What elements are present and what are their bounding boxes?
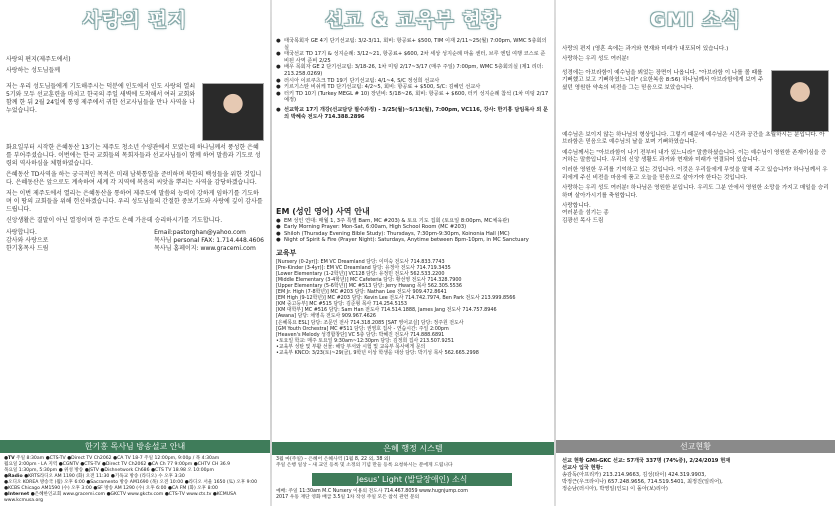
edu-item-7: [EM High (9-12학년)] MC #203 담당: Kevin Lee 전도사 714.742.7974, Ben Park 전도사 213.999.8566	[276, 295, 516, 302]
sign-line-1: 사랑합니다.	[6, 229, 37, 236]
edu-item-16: •교육부 KNCO: 3/23(토)~29(금), 9학년 이상 학생을 대상 담당: 박기성 목사 562.665.2998	[276, 350, 479, 357]
mission-status-line-3: 송감독(아프리카) 213.214.9663, 김성(타이) 424.319.9903,	[562, 472, 707, 478]
banner-mission-education: 선교 & 교육부 현황	[325, 8, 501, 31]
email-link[interactable]: Email:pastorghan@yahoo.com	[154, 229, 246, 236]
edu-item-9: [KM 대학부] MC #516 담당: Sam Han 전도사 714.514.1888, James Jang 전도사 714.757.8946	[276, 307, 497, 314]
radio-line-2: ●오디오 KOREA 방송국 (월) 오후 6:00 ●Sacramento 방송 AM1690 (목) 오전 10:00 ●라디오 서울 1650 (토) 오후 9:00	[4, 480, 257, 485]
edu-item-2: [Pre-Kinder (3-4yr)]: EM VC Dreamland 담당: 유정아 전도사 714.719.3435	[276, 264, 451, 271]
mission-status-line-5: 정순남(러시아), 박영일(인도) 이 돌아(보)리아)	[562, 486, 668, 492]
mission-status-line-1: 선교 현황 GMI-GKC 선교: 57개국 337명 (74%증), 2/24/2019 현재	[562, 458, 731, 464]
tv-line-2: 월요일 2:00pm - LA 지역 ●CGNTV ●CTS-TV ●Direct TV Ch2062 ●CA Ch 77 9:00pm ●CHTV CH 36.9	[4, 462, 231, 467]
banner-love-letter: 사랑의 편지	[0, 0, 270, 36]
broadcast-info	[4, 456, 266, 504]
gmi-paragraph-3: 예수님께서는 "아브라함이 나기 전부터 내가 있느니라" 말씀하셨습니다. 이는 예수님이 영원한 존재이심을 증거하는 말씀입니다. 우리의 신앙 생활도 과거와 현재와 미래가 연결되어 있습니다.	[562, 149, 827, 164]
mission-status-bar: 선교현황	[556, 440, 835, 453]
jesus-light-line-2: 2017 우동 재단 영화 배급 3.5일 1차 작성 주일 모든 참석 관련 문의	[276, 495, 420, 500]
edu-item-14: •토요일 학교: 매주 토요일 9:30am~12:30pm 담당: 김정희 집사 213.507.9251	[276, 337, 454, 344]
edu-item-11: [은혜목요 ESL] 담당: 조문인 전사 714.318.2085 [SAT 영어교실] 담당: 정주원 전도사	[276, 319, 464, 326]
mission-status-info	[562, 458, 829, 493]
gmi-letter-title: 사랑의 편지 (영혼 속에는 과거와 현재와 미래가 내포되어 있습니다.)	[562, 46, 729, 52]
em-item-4: Night of Spirit & Fire (Prayer Night): Saturdays, Anytime between 8pm-10pm, in MC Sanctuary	[284, 237, 529, 244]
sign-line-2: 감사와 사랑으로	[6, 237, 49, 244]
em-item-2: Early Morning Prayer: Mon-Sat, 6:00am, High School Room (MC #203)	[284, 224, 467, 231]
gmi-body	[556, 36, 835, 225]
jesus-light-bar: Jesus' Light (발달장애인) 소식	[312, 473, 512, 486]
gmi-paragraph-5: 사랑하는 우리 성도 여러분! 하나님은 영원한 분입니다. 우리도 그분 안에서 영원한 소망을 가지고 매일을 승리하며 살아가시기를 축원합니다.	[562, 185, 829, 199]
mission-item-5: 키르기스탄 비쉬케 TD 단기선교팀: 4/2~5, 회비: 항공료 + $500, S/C: 김혜인 선교사	[284, 84, 481, 91]
internet-line: ●은혜한인교회 www.gracemi.com ●GKCTV www.gkctv.com ●CTS-TV www.cts.tv ●KCMUSA www.kcmusa.org	[4, 492, 237, 503]
mission-item-2: 태국선교 TD 17기 & 성지순례: 3/12~21, 항공료+ $600, 2차 세상 성지순례 마을 센터, 브루 엔텀 여행 코스로 준비된 사역 준비 2/25	[284, 51, 546, 64]
gmi-paragraph-1: 성경에는 아브라함이 예수님을 뵈었는 장면이 나옵니다. "아브라함 이 나를 볼 때를 기뻐했고 보고 기뻐하였느니라" (요한복음 8:56) 하나님께서 아브라함에게 보여 주셨던 영원한 약속의 비전을 그는 믿음으로 보았습니다.	[562, 69, 764, 91]
mission-item-1: 태국목회자 GE 4기 단기선교팀: 3/2-3/11, 회비: 항공료+ $500, TIM 이재 2/11~25(월) 7:00pm, WMC 5층회의실	[284, 38, 547, 51]
internet-label: ●Internet	[4, 492, 30, 497]
pastor-photo	[202, 83, 264, 141]
em-section: EM (성인 영어) 사역 안내 ● EM 성인 연대: 매월 1, 3주 특별 Barn, MC #203) & 토요 기도 집회 (토요일 8:00pm, MC체육관) ● Early Morning Prayer: Mon-Sat, 6:00am, High School Room (MC #203) ● Shiloh (Thursday Evening Bible Study): Thursdays, 7:30pm-9:30pm, Koinonia Hall (MC) ● Night of Spirit & Fire (Prayer Night): Saturdays, Anytime between 8pm-10pm, in MC Sanctuary 교육부 [Nursery (0-2yr)]: EM VC Dreamland 담당: 이미숙 전도사 714.833.7743 [Pre-Kinder (3-4yr)]: EM VC Dreamland 담당: 유정아 전도사 714.719.3435 [Lower Elementary (1-2학년)] VC128 담당: 유정민 전도사 562.533.2200 [Middle Elementary (3-4학년)] MC Cafeteria 담당: 황선영 전도사 714.328.7900 [Upper Elementary (5-6학년)] MC #513 담당: Jerry Hwang 목사 562.305.5536 [EM Jr. High (7-8학년)] MC #203 담당: Nathan Lee 전도사 909.472.8641 [EM High (9-12학년)] MC #203 담당: Kevin Lee 전도사 714.742.7974, Ben Park 전도사 213.999.8566 [KM 중고등부] MC #515 담당: 김준형 목사 714.254.5153 [KM 대학부] MC #516 담당: Sam Han 전도사 714.514.1888, James Jang 전도사 714.757.8946 [Awana] 담당: 채영옥 전도사 909.967.4626 [은혜목요 ESL] 담당: 조문인 전사 714.318.2085 [SAT 영어교실] 담당: 정주원 전도사 [GM Youth Orchestra] MC #511 담당: 권영호 집사 - 연습시간: 주일 2:00pm [Heaven's Melody 성경합창단] VC 5층 담당: 박혜진 전도사 714.888.6891 •토요일 학교: 매주 토요일 9:30am~12:30pm 담당: 김정희 집사 213.507.9251 •교육부 성탄 및 부활 선물: 해당 부서와 시험 및 교육부 목사에게 문의 •교육부 KNCO: 3/23(토)~29(금), 9학년 이상 학생을 대상 담당: 박기성 목사 562.665.2998	[276, 206, 550, 356]
mission-list: ● 태국목회자 GE 4기 단기선교팀: 3/2-3/11, 회비: 항공료+ $500, TIM 이재 2/11~25(월) 7:00pm, WMC 5층회의실 ● 태국선교 TD 17기 & 성지순례: 3/12~21, 항공료+ $600, 2차 세상 성지순례 마을 센터, 브루 엔텀 여행 코스로 준비된 사역 준비 2/25 ● 배우 목회자 GE 2 단기선교팀: 3/18-26, 1차 미팅 2/17~3/17 (매주 주일) 7:00pm, WMC 5층회의실 (제1 리더: 213.258.0269) ● 러시아 이르쿠츠크 TD 19기 단기선교팀: 4/1~4, S/C 정성희 선교사 ● 키르기스탄 비쉬케 TD 단기선교팀: 4/2~5, 회비: 항공료 + $500, S/C: 김혜인 선교사 ● 터키 TD 10기 (Turkey MEGL # 10) 장년비: 5/18~26, 회비: 항공료 + $600, 터키 성지순례 참석 (1차 미팅 2/17 예정) ● 선교학교 17기 개강(선교담당 필수과정) - 3/25(월)~5/13(월), 7:00pm, VC116, 강사: 한기홍 담임목사 외 문의 박혜숙 전도사 714.388.2896	[276, 38, 549, 120]
em-item-1: EM 성인 연대: 매월 1, 3주 특별 Barn, MC #203) & 토요 기도 집회 (토요일 8:00pm, MC체육관)	[284, 218, 510, 224]
radio-label: ●Radio	[4, 474, 23, 479]
letter-heading: 사랑의 편지(제주도에서)	[6, 56, 71, 63]
em-item-3: Shiloh (Thursday Evening Bible Study): Thursdays, 7:30pm-9:30pm, Koinonia Hall (MC)	[284, 230, 510, 237]
edu-item-1: [Nursery (0-2yr)]: EM VC Dreamland 담당: 이미숙 전도사 714.833.7743	[276, 258, 445, 265]
edu-item-5: [Upper Elementary (5-6학년)] MC #513 담당: Jerry Hwang 목사 562.305.5536	[276, 283, 463, 289]
gmi-sign-1: 사랑합니다.	[562, 203, 591, 210]
education-title: 교육부	[276, 248, 297, 257]
edu-item-15: •교육부 성탄 및 부활 선물: 해당 부서와 시험 및 교육부 목사에게 문의	[276, 343, 426, 350]
letter-paragraph-5: 신앙생활은 결말이 아닌 열정이며 한 주간도 은혜 가운데 승리하시기를 기도합니다.	[6, 217, 223, 224]
jesus-light-line-1: 예배: 주일 11:30am M.C Nursery 이용의 전도사 714.467.8059 www.hugnjump.com	[276, 489, 468, 494]
column-pastor-letter	[0, 0, 270, 506]
gmi-greeting: 사랑하는 우리 성도 여러분!	[562, 56, 630, 63]
letter-paragraph-2: 화요일부터 시작한 은혜동산 13기는 제주도 청소년 수양관에서 모였는데 하나님께서 풍성한 은혜를 부어주셨습니다. 이번에는 한국 교회들의 목회자들과 선교사님들이 함께 하여 말씀과 기도로 성령의 역사하심을 체험하였습니다.	[6, 144, 261, 167]
gmi-paragraph-4: 이러한 영원한 우리를 기억하고 있는 것입니다. 이것은 우리들에게 무엇을 말해 주고 있습니까? 하나님께서 우리에게 주신 비전을 마음에 품고 오늘을 믿음으로 살아가야 한다는 것입니다.	[562, 167, 828, 181]
edu-item-8: [KM 중고등부] MC #515 담당: 김준형 목사 714.254.5153	[276, 301, 408, 308]
gmi-paragraph-2: 예수님은 보이지 않는 하나님의 형상입니다. 그렇기 때문에 예수님은 시간과 공간을 초월하시는 분입니다. 아브라함은 믿음으로 예수님의 날을 보며 기뻐하였습니다.	[562, 131, 825, 146]
edu-item-12: [GM Youth Orchestra] MC #511 담당: 권영호 집사 - 연습시간: 주일 2:00pm	[276, 325, 449, 332]
gospel-item-2: 주일 은행 일상 – 새 교인 등록 및 소정의 기념 만들 등록 요청하시는 분에게 드립니다	[276, 463, 453, 468]
edu-item-10: [Awana] 담당: 채영옥 전도사 909.967.4626	[276, 313, 376, 320]
mission-item-3: 배우 목회자 GE 2 단기선교팀: 3/18-26, 1차 미팅 2/17~3/17 (매주 주일) 7:00pm, WMC 5층회의실 (제1 리더: 213.258.0269)	[284, 64, 544, 77]
letter-paragraph-1: 저는 우리 성도님들에게 기도해주시는 덕분에 인도에서 인도 사랑의 열쇠 5기와 모두 선교훈련을 마치고 한국의 주일 새벽에 도착해서 여러 교회와 함께 한 뒤 2월 24일에 통영 제주에서 귀한 선교사님들을 만나 사역을 나누었습니다.	[6, 83, 196, 114]
mission-school-item: 선교학교 17기 개강(선교담당 필수과정) - 3/25(월)~5/13(월), 7:00pm, VC116, 강사: 한기홍 담임목사 외 문의 박혜숙 전도사 714.388.2896	[284, 106, 549, 120]
letter-paragraph-3: 은혜동산 TD사역을 하는 궁극적인 목적은 미래 남북통일을 준비하며 북한의 백성들을 위한 것입니다. 은혜동산은 앞으로도 계속하여 세계 각 지역에 복음의 씨앗을 뿌리는 사역을 감당하겠습니다.	[6, 171, 262, 186]
tv-line-3: 목요일 1:30pm, 5:30pm ● 위성 방송 ●JSTV ●Dishnetwork Ch686 ●CTS TV 18.98 오 10:00pm	[4, 468, 214, 473]
radio-line-3: ●KCBS Chicago AM1590 (수) 오후 3:00 ●SF 방송 AM 1290 (수) 오후 6:00 ●CA FM (화) 오후 8:00	[4, 486, 218, 491]
jesus-light-info	[276, 489, 550, 501]
banner-gmi-news: GMI 소식	[650, 8, 741, 31]
education-list	[276, 259, 550, 357]
letter-paragraph-4: 저는 이번 제주도에서 열리는 은혜동산을 통하여 제주도에 말씀의 능력이 강하게 임하기를 기도하며 이 땅의 교회들을 위해 헌신하겠습니다. 우리 성도님들의 간절한 중보기도와 사랑에 깊이 감사를 드립니다.	[6, 190, 263, 213]
em-title: EM (성인 영어) 사역 안내	[276, 207, 370, 216]
mission-status-line-4: 박정근(우크라이나) 657.248.9656, 714.519.5401, 최정진(일리어),	[562, 479, 723, 485]
edu-item-13: [Heaven's Melody 성경합창단] VC 5층 담당: 박혜진 전도사 714.888.6891	[276, 331, 445, 338]
tv-label: ●TV	[4, 456, 15, 461]
gospel-info	[276, 457, 550, 469]
letter-greeting: 사랑하는 성도님들께	[6, 67, 61, 74]
gospel-bar: 은혜 행정 시스템	[272, 442, 554, 455]
sign-line-3: 한기홍목사 드림	[6, 245, 49, 252]
gmi-sign-3: 김광선 목사 드림	[562, 217, 604, 224]
column-mission-education	[272, 0, 554, 506]
gmi-pastor-photo	[771, 70, 829, 132]
fax-line: 목사님 personal FAX: 1.714.448.4606	[154, 237, 264, 244]
edu-item-4: [Middle Elementary (3-4학년)] MC Cafeteria 담당: 황선영 전도사 714.328.7900	[276, 276, 462, 283]
edu-item-3: [Lower Elementary (1-2학년)] VC128 담당: 유정민 전도사 562.533.2200	[276, 270, 445, 277]
radio-line-1: ●KRTS라디오 AM 1190 (화) 오전 11:30 ●기독교 방송 (라디오) 수 오후 3:30	[24, 474, 185, 479]
gospel-item-1: 3월 마(주일) – 은혜어 은혜사역 (1월 8, 22 외, 38 외)	[276, 457, 391, 462]
homepage-link[interactable]: 목사님 홈페이지: www.gracemi.com	[154, 245, 256, 252]
broadcast-bar: 한기홍 목사님 방송설교 안내	[0, 440, 270, 453]
letter-body	[0, 36, 270, 253]
edu-item-6: [EM Jr. High (7-8학년)] MC #203 담당: Nathan Lee 전도사 909.472.8641	[276, 289, 447, 296]
mission-item-6: 터키 TD 10기 (Turkey MEGL # 10) 장년비: 5/18~26, 회비: 항공료 + $600, 터키 성지순례 참석 (1차 미팅 2/17 예정)	[284, 90, 549, 104]
tv-line-1: 주일 8:30am ●CTS-TV ●Direct TV Ch2062 ●CA TV 18-7 주일 12:00pm, 9:00p / 목 4:30am	[16, 456, 220, 461]
mission-status-line-2: 선교사 입국 현황:	[562, 465, 603, 471]
mission-item-4: 러시아 이르쿠츠크 TD 19기 단기선교팀: 4/1~4, S/C 정성희 선교사	[284, 77, 440, 84]
column-gmi-news	[556, 0, 835, 506]
gmi-sign-2: 여러분을 섬기는 종	[562, 210, 609, 217]
